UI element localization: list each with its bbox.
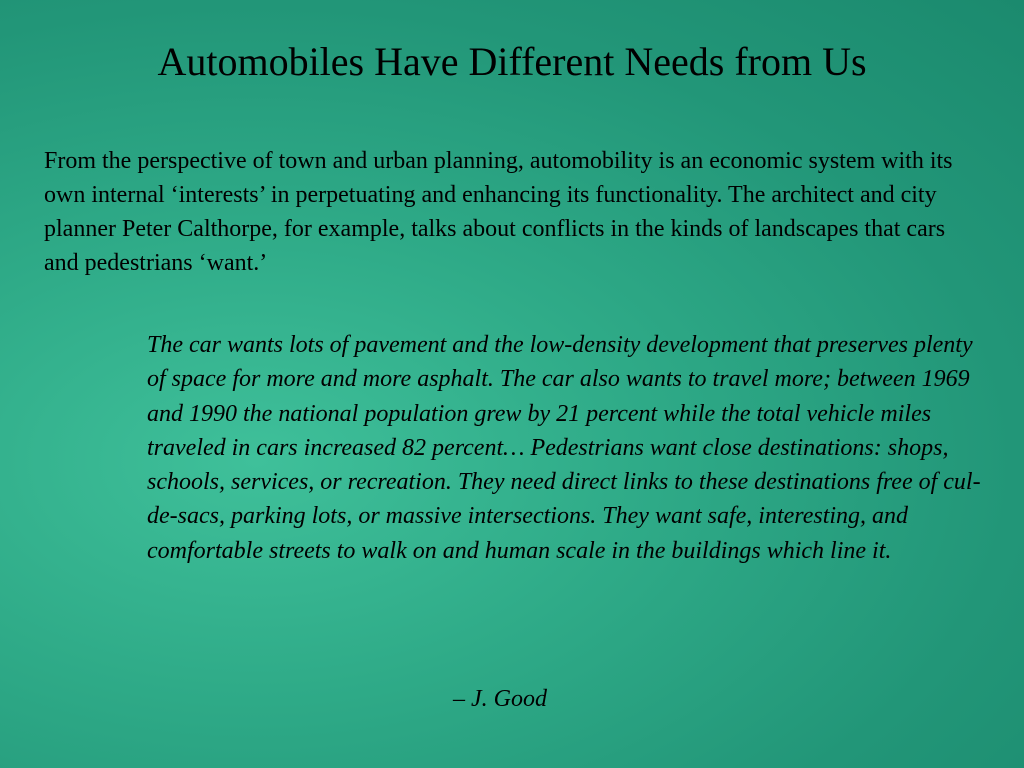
slide-title: Automobiles Have Different Needs from Us	[157, 39, 867, 84]
quote-attribution: – J. Good	[453, 686, 547, 712]
intro-paragraph: From the perspective of town and urban planning, automobility is an economic system with its own internal ‘interests’ in perpetuating and enhancing its functionality. The architect and city planner Peter Calthorpe, for example, talks about conflicts in the kinds of landscapes that cars and pedestrians ‘want.’	[44, 148, 953, 276]
block-quote: The car wants lots of pavement and the low-density development that preserves plenty of space for more and more asphalt. The car also wants to travel more; between 1969 and 1990 the national population grew by 21 percent while the total vehicle miles traveled in cars increased 82 percent… Pedestrians want close destinations: shops, schools, services, or recreation. They need direct links to these destinations free of cul-de-sacs, parking lots, or massive intersections. They want safe, interesting, and comfortable streets to walk on and human scale in the buildings which line it.	[147, 332, 981, 564]
